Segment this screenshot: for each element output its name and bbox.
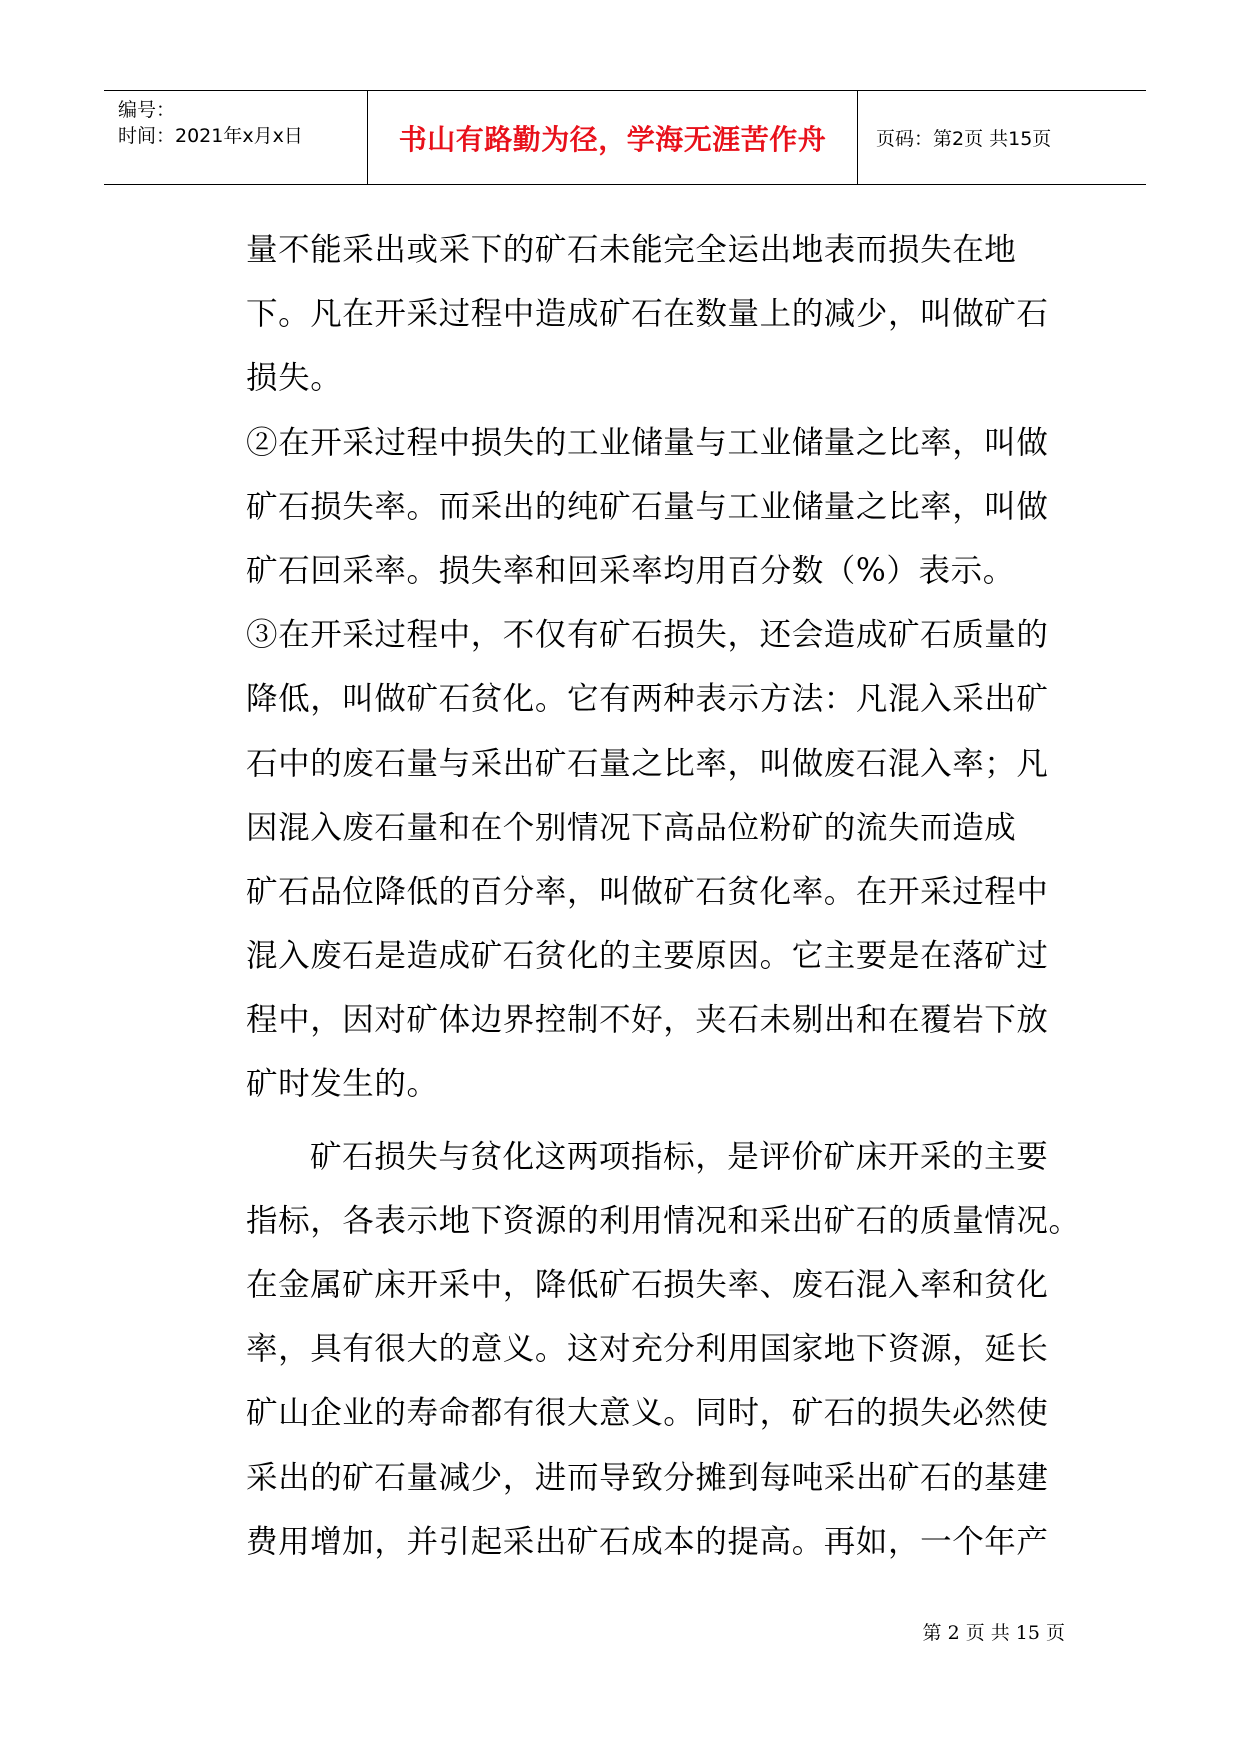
body-line: 矿石品位降低的百分率，叫做矿石贫化率。在开采过程中: [246, 873, 1049, 910]
body-line: 石中的废石量与采出矿石量之比率，叫做废石混入率；凡: [246, 745, 1049, 782]
document-body: [246, 218, 1086, 1574]
body-line: 在金属矿床开采中，降低矿石损失率、废石混入率和贫化: [246, 1267, 1049, 1303]
page-footer: 第 2 页 共 15 页: [922, 1622, 1065, 1644]
header-motto: 书山有路勤为径，学海无涯苦作舟: [398, 122, 827, 156]
body-line: 费用增加，并引起采出矿石成本的提高。再如，一个年产: [246, 1523, 1049, 1560]
body-line: 量不能采出或采下的矿石未能完全运出地表而损失在地: [246, 232, 1017, 268]
body-line: 指标，各表示地下资源的利用情况和采出矿石的质量情况。: [246, 1202, 1081, 1239]
body-line: 矿石回采率。损失率和回采率均用百分数（%）表示。: [246, 552, 1015, 589]
body-line: 程中，因对矿体边界控制不好，夹石未剔出和在覆岩下放: [246, 1002, 1049, 1039]
body-line-indented: 矿石损失与贫化这两项指标，是评价矿床开采的主要: [310, 1138, 1049, 1175]
body-line: ③在开采过程中，不仅有矿石损失，还会造成矿石质量的: [246, 617, 1049, 654]
body-line: 采出的矿石量减少，进而导致分摊到每吨采出矿石的基建: [246, 1459, 1049, 1496]
header-meta-cell: [104, 91, 368, 184]
body-line: 因混入废石量和在个别情况下高品位粉矿的流失而造成: [246, 809, 1017, 846]
body-line: 降低，叫做矿石贫化。它有两种表示方法：凡混入采出矿: [246, 681, 1049, 718]
body-line: 率，具有很大的意义。这对充分利用国家地下资源，延长: [246, 1331, 1049, 1368]
header-page-info: 页码：第2页 共15页: [876, 128, 1052, 150]
header-motto-cell: [368, 91, 858, 184]
body-line: 矿石损失率。而采出的纯矿石量与工业储量之比率，叫做: [246, 488, 1049, 525]
body-line: 损失。: [246, 360, 343, 397]
document-header-table: [104, 90, 1146, 185]
body-line: 混入废石是造成矿石贫化的主要原因。它主要是在落矿过: [246, 938, 1049, 975]
paragraph-gap: [246, 1117, 1086, 1125]
body-line: 下。凡在开采过程中造成矿石在数量上的减少，叫做矿石: [246, 296, 1049, 333]
body-line: ②在开采过程中损失的工业储量与工业储量之比率，叫做: [246, 424, 1049, 461]
body-line: 矿山企业的寿命都有很大意义。同时，矿石的损失必然使: [246, 1395, 1049, 1432]
document-date-label: 时间：2021年x月x日: [118, 125, 303, 147]
header-page-cell: [858, 91, 1146, 184]
body-line: 矿时发生的。: [246, 1066, 439, 1103]
document-number-label: 编号：: [118, 99, 176, 121]
